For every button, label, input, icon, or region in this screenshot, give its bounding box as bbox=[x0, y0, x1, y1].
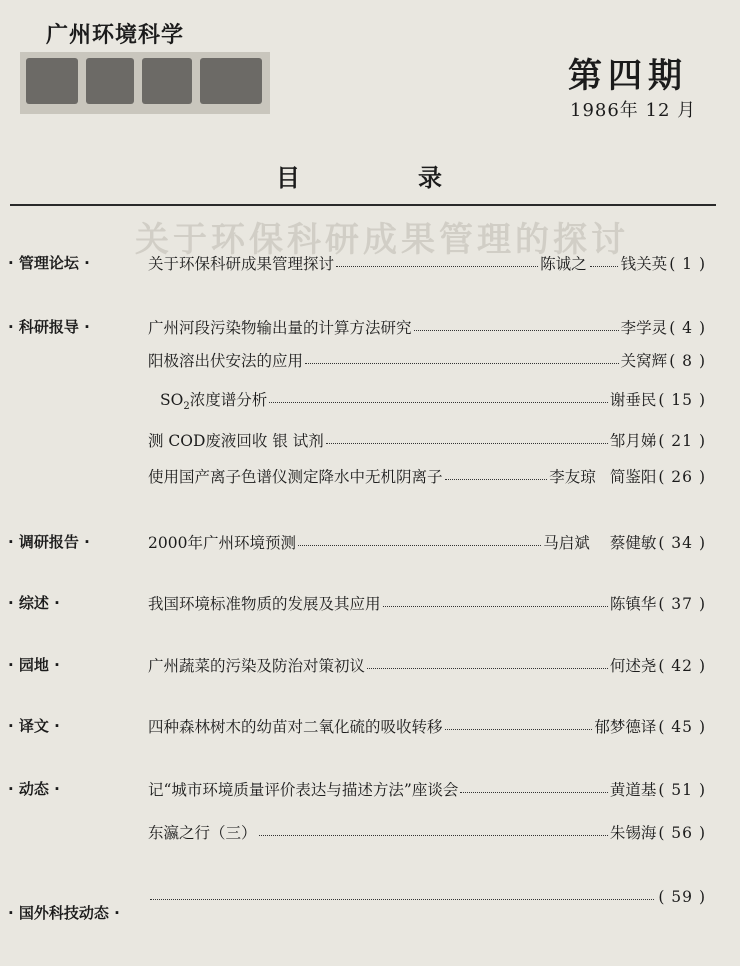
toc-row[interactable] bbox=[0, 778, 740, 802]
page-number: ( 34 ) bbox=[658, 534, 706, 552]
page-number: ( 15 ) bbox=[658, 391, 706, 409]
page-number: ( 1 ) bbox=[669, 255, 706, 273]
article-title: 东瀛之行（三） bbox=[148, 824, 257, 842]
section-label: · 国外科技动态 · bbox=[8, 904, 120, 922]
toc-row[interactable] bbox=[0, 429, 740, 453]
toc-heading-char-1: 目 bbox=[276, 164, 300, 192]
toc-row[interactable] bbox=[0, 654, 740, 678]
page-number: ( 21 ) bbox=[658, 432, 706, 450]
journal-name: 广州环境科学 bbox=[46, 23, 185, 48]
leader-dots bbox=[336, 254, 538, 267]
toc-row[interactable] bbox=[0, 465, 740, 489]
section-label: · 调研报告 · bbox=[8, 533, 90, 551]
article-author: 李友琼 bbox=[549, 468, 596, 486]
leader-dots bbox=[383, 594, 608, 607]
section-label: · 译文 · bbox=[8, 717, 60, 735]
article-author: 郁梦德译 bbox=[594, 718, 657, 736]
article-author: 黄道基 bbox=[609, 781, 657, 799]
page-number: ( 26 ) bbox=[658, 468, 706, 486]
article-title: 使用国产离子色谱仪测定降水中无机阴离子 bbox=[148, 468, 443, 486]
article-author: 钱关英 bbox=[620, 255, 668, 273]
leader-dots bbox=[445, 467, 548, 480]
leader-dots bbox=[590, 254, 618, 267]
page-number: ( 51 ) bbox=[658, 781, 706, 799]
section-label: · 科研报导 · bbox=[8, 318, 90, 336]
article-author: 朱锡海 bbox=[609, 824, 657, 842]
toc-row[interactable] bbox=[0, 349, 740, 373]
page-number: ( 56 ) bbox=[658, 824, 706, 842]
article-title: 2000年广州环境预测 bbox=[148, 534, 296, 552]
article-title bbox=[160, 388, 267, 412]
toc-row[interactable] bbox=[0, 821, 740, 845]
article-author: 简鉴阳 bbox=[609, 468, 657, 486]
title-formula: SO bbox=[160, 391, 184, 409]
article-title: 广州河段污染物输出量的计算方法研究 bbox=[148, 319, 412, 337]
background-article-heading: 关于环保科研成果管理的探讨 bbox=[135, 220, 629, 260]
title-text: 浓度谱分析 bbox=[189, 391, 268, 409]
page-number: ( 45 ) bbox=[658, 718, 706, 736]
article-title: 四种森林树木的幼苗对二氧化硫的吸收转移 bbox=[148, 718, 443, 736]
leader-dots bbox=[150, 887, 654, 900]
section-label: · 综述 · bbox=[8, 594, 60, 612]
title-subscript: 2 bbox=[183, 401, 190, 413]
section-label: · 动态 · bbox=[8, 780, 60, 798]
toc-row[interactable] bbox=[0, 388, 740, 412]
leader-dots bbox=[305, 351, 619, 364]
article-author: 何述尧 bbox=[609, 657, 657, 675]
divider bbox=[10, 204, 716, 206]
section-label: · 管理论坛 · bbox=[8, 254, 90, 272]
article-title: 关于环保科研成果管理探讨 bbox=[148, 255, 335, 273]
article-title: 阳极溶出伏安法的应用 bbox=[148, 352, 304, 370]
article-author: 李学灵 bbox=[620, 319, 668, 337]
leader-dots bbox=[367, 656, 608, 669]
leader-dots bbox=[414, 318, 619, 331]
article-title: 我国环境标准物质的发展及其应用 bbox=[148, 595, 381, 613]
toc-row[interactable] bbox=[0, 316, 740, 340]
leader-gap bbox=[593, 534, 607, 546]
page-number: ( 59 ) bbox=[658, 888, 706, 906]
article-author: 谢垂民 bbox=[609, 391, 657, 409]
leader-dots bbox=[445, 717, 593, 730]
article-title: 测 COD废液回收 银 试剂 bbox=[148, 432, 324, 450]
leader-dots bbox=[269, 390, 608, 403]
issue-number: 第四期 bbox=[568, 56, 688, 96]
leader-dots bbox=[298, 533, 541, 546]
article-title: 记“城市环境质量评价表达与描述方法”座谈会 bbox=[148, 781, 459, 799]
article-title: 广州蔬菜的污染及防治对策初议 bbox=[148, 657, 366, 675]
toc-row[interactable] bbox=[0, 252, 740, 276]
page-number: ( 37 ) bbox=[658, 595, 706, 613]
article-author: 陈诚之 bbox=[540, 255, 587, 273]
section-label: · 园地 · bbox=[8, 656, 60, 674]
article-author: 马启斌 bbox=[543, 534, 590, 552]
toc-row[interactable] bbox=[0, 715, 740, 739]
toc-heading-char-2: 录 bbox=[418, 164, 442, 192]
page-number: ( 42 ) bbox=[658, 657, 706, 675]
page-number: ( 8 ) bbox=[669, 352, 706, 370]
journal-logo bbox=[20, 52, 270, 114]
toc-row[interactable] bbox=[0, 531, 740, 555]
article-author: 关窝辉 bbox=[620, 352, 668, 370]
issue-date: 1986年 12 月 bbox=[570, 100, 697, 121]
page-number: ( 4 ) bbox=[669, 319, 706, 337]
article-author: 陈镇华 bbox=[609, 595, 657, 613]
leader-gap bbox=[599, 468, 607, 480]
article-author: 蔡健敏 bbox=[609, 534, 657, 552]
article-author: 邹月娣 bbox=[609, 432, 657, 450]
toc-heading bbox=[276, 158, 560, 193]
leader-dots bbox=[460, 780, 607, 793]
toc-row[interactable] bbox=[0, 592, 740, 616]
leader-dots bbox=[326, 431, 608, 444]
toc-row[interactable] bbox=[0, 888, 740, 922]
leader-dots bbox=[259, 823, 608, 836]
